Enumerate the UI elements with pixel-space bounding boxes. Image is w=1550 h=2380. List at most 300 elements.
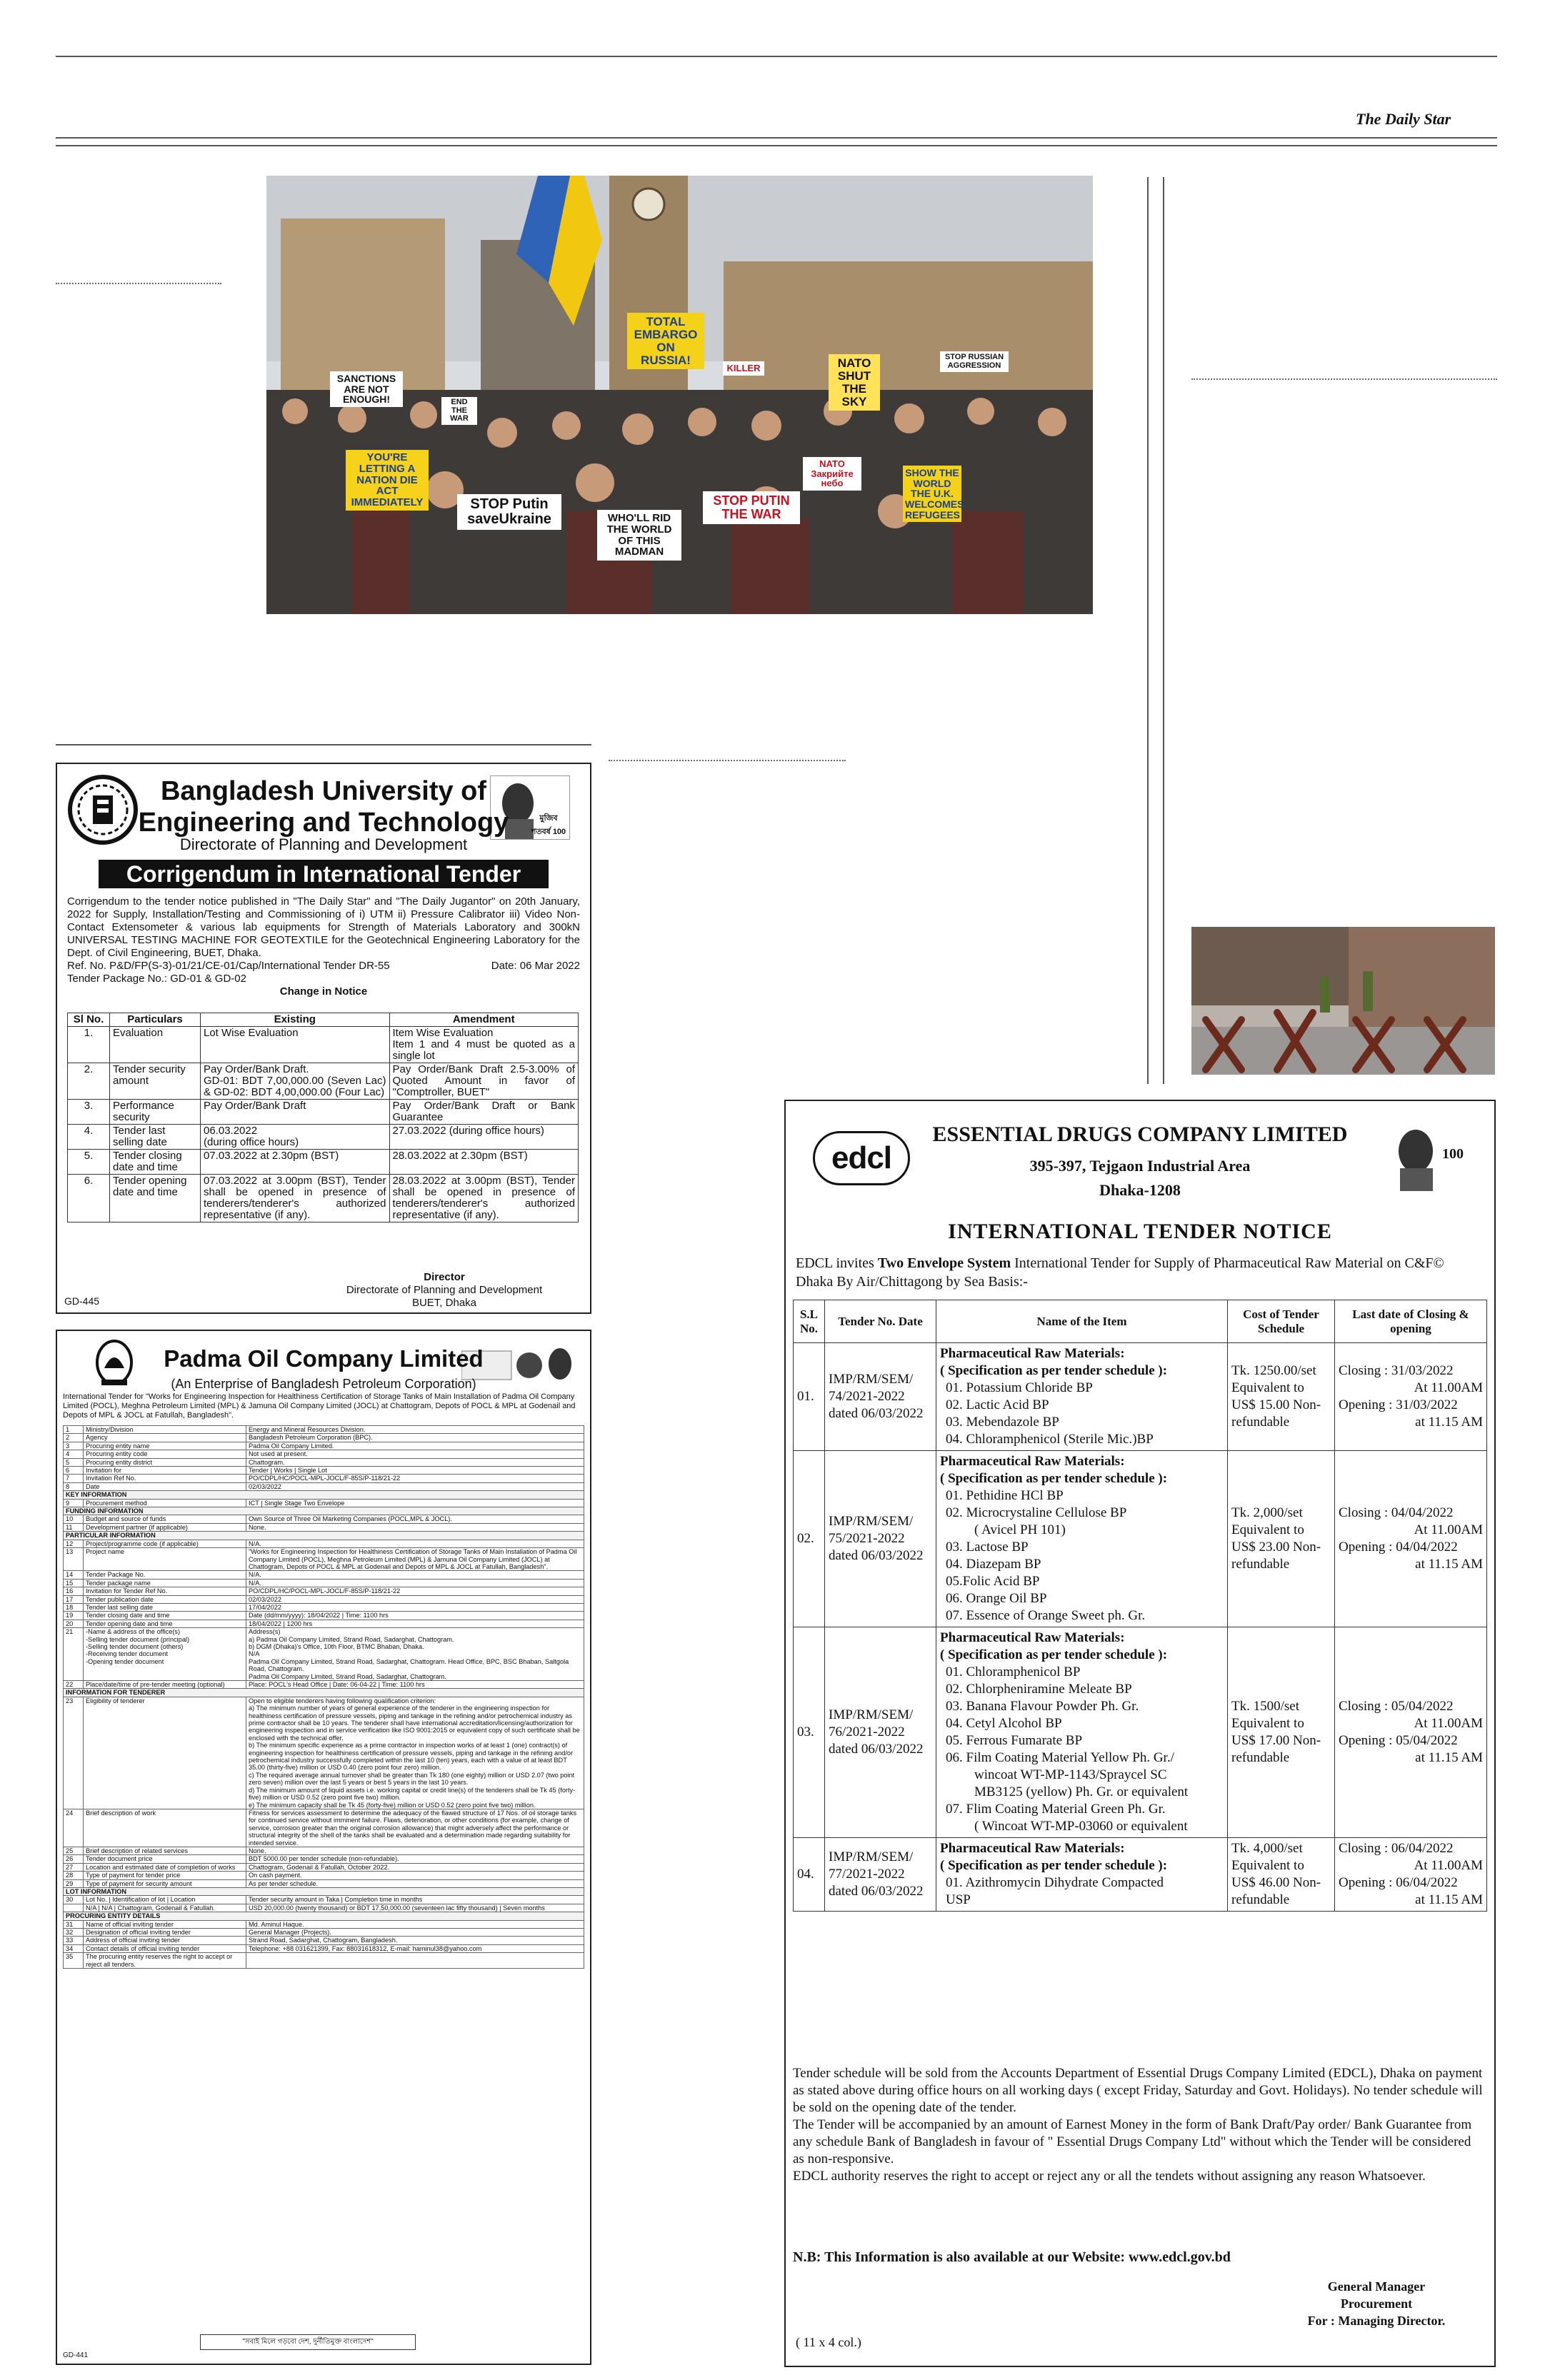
edcl-signature: General Manager Procurement For : Managing Director. — [1307, 2279, 1446, 2328]
closing-time: At 11.00AM — [1414, 1522, 1483, 1537]
buet-gd-number: GD-445 — [64, 1295, 100, 1307]
placard-madman: WHO'LL RID THE WORLD OF THIS MADMAN — [597, 510, 681, 561]
buet-subtitle: Directorate of Planning and Development — [179, 835, 468, 853]
schedule-cost: Tk. 1500/set Equivalent to US$ 17.00 Non-refundable — [1231, 1699, 1321, 1765]
table-row — [64, 1847, 584, 1854]
padma-slogan: "সবাই মিলে গড়বো দেশ, দুর্নীতিমুক্ত বাংলাদেশ" — [200, 2334, 416, 2350]
cell-no: 20 — [64, 1620, 84, 1627]
cell-no: 6 — [64, 1467, 84, 1475]
top-rule — [56, 56, 1497, 57]
buet-tender-ad — [56, 763, 591, 1314]
cell-sl: 6. — [68, 1175, 110, 1222]
cell-value: N/A. — [246, 1540, 584, 1547]
cell-no: 33 — [64, 1937, 84, 1944]
cell-label: Tender publication date — [84, 1595, 246, 1603]
edcl-footer: Tender schedule will be sold from the Accounts Department of Essential Drugs Company Limited (EDCL), Dhaka on payment as stated above during office hours on all working days ( except Friday, Saturday and Govt. Holidays). No tender schedule will be sold on the opening date of the tender. The Tender will be accompanied by an amount of Earnest Money in the form of Bank Draft/Pay order/ Bank Guarantee from any schedule Bank of Bangladesh in favour of " Essential Drugs Company Ltd" without which the Tender will be considered as non-responsive. EDCL authority reserves the right to accept or reject any or all the tendets without assigning any reason Whatsoever. — [793, 2066, 1483, 2184]
cell-value: None. — [246, 1523, 584, 1531]
edcl-company: ESSENTIAL DRUGS COMPANY LIMITED — [932, 1123, 1348, 1146]
tender-number: IMP/RM/SEM/ 75/2021-2022 dated 06/03/2022 — [829, 1514, 924, 1563]
cell-no: 18 — [64, 1603, 84, 1611]
section-heading: KEY INFORMATION — [64, 1491, 584, 1499]
table-row — [68, 1175, 579, 1222]
placard-sanctions: SANCTIONS ARE NOT ENOUGH! — [330, 371, 403, 407]
cell-label: Tender Package No. — [84, 1571, 246, 1579]
cell-value: Padma Oil Company Limited. — [246, 1442, 584, 1450]
table-row — [64, 1515, 584, 1523]
section-heading: LOT INFORMATION — [64, 1887, 584, 1895]
table-row — [64, 1523, 584, 1531]
cell-label: The procuring entity reserves the right to accept or reject all tenders. — [84, 1953, 246, 1969]
cell-no: 14 — [64, 1571, 84, 1579]
cell-label: Procuring entity name — [84, 1442, 246, 1450]
opening-date: Opening : 04/04/2022 — [1339, 1540, 1458, 1555]
closing-date: Closing : 06/04/2022 — [1339, 1841, 1454, 1856]
cell-amendment: 27.03.2022 (during office hours) — [389, 1125, 579, 1150]
ad-top-rule — [56, 744, 591, 745]
cell-no: 23 — [64, 1697, 84, 1809]
table-row — [64, 1571, 584, 1579]
edcl-logo-text: edcl — [831, 1140, 892, 1175]
opening-date: Opening : 31/03/2022 — [1339, 1397, 1458, 1412]
cell-label: Date — [84, 1482, 246, 1490]
item-line: 02. Chlorpheniramine Meleate BP — [946, 1682, 1132, 1697]
buet-table-caption: Change in Notice — [279, 985, 368, 998]
item-line: 01. Pethidine HCl BP — [946, 1488, 1064, 1503]
cell-amendment: 28.03.2022 at 3.00pm (BST), Tender shall be opened in presence of tenderers/tenderer's authorized representative (if any). — [389, 1175, 579, 1222]
table-row — [64, 1681, 584, 1689]
padma-gd-number: GD-441 — [63, 2351, 89, 2359]
item-spec: ( Specification as per tender schedule ): — [940, 1647, 1168, 1662]
cell-sl — [794, 1838, 825, 1912]
cell-label: Tender package name — [84, 1579, 246, 1587]
cell-label: Tender last selling date — [84, 1603, 246, 1611]
cell-no: 26 — [64, 1855, 84, 1863]
cell-no: 29 — [64, 1879, 84, 1887]
item-line: 03. Mebendazole BP — [946, 1415, 1059, 1430]
padma-tender-ad — [56, 1330, 591, 2365]
item-line: 02. Lactic Acid BP — [946, 1397, 1049, 1412]
table-row — [794, 1627, 1487, 1838]
padma-title: Padma Oil Company Limited — [164, 1345, 484, 1372]
item-line: wincoat WT-MP-1143/Spraycel SC — [974, 1767, 1167, 1782]
table-row — [64, 1944, 584, 1952]
column-divider-left — [56, 283, 221, 284]
tender-number: IMP/RM/SEM/ 77/2021-2022 dated 06/03/2022 — [829, 1849, 924, 1899]
cell-no: 9 — [64, 1499, 84, 1507]
table-row — [64, 1482, 584, 1490]
cell-value: As per tender schedule. — [246, 1879, 584, 1887]
vertical-rule-2 — [1163, 177, 1164, 1084]
opening-time: at 11.15 AM — [1415, 1557, 1483, 1572]
table-row — [64, 1879, 584, 1887]
item-line: 02. Microcrystaline Cellulose BP — [946, 1505, 1127, 1520]
cell-existing: Lot Wise Evaluation — [201, 1027, 390, 1063]
cell-no: 22 — [64, 1681, 84, 1689]
section-heading: INFORMATION FOR TENDERER — [64, 1689, 584, 1697]
placard-stop-putin: STOP Putin saveUkraine — [457, 494, 561, 530]
item-spec: ( Specification as per tender schedule ): — [940, 1363, 1168, 1378]
closing-time: At 11.00AM — [1414, 1380, 1483, 1395]
cell-no: 17 — [64, 1595, 84, 1603]
cell-label: Designation of official inviting tender — [84, 1929, 246, 1937]
table-row — [64, 1434, 584, 1442]
cell-value: Date (dd/mm/yyyy): 18/04/2022 | Time: 1100 hrs — [246, 1612, 584, 1620]
cell-no: 24 — [64, 1809, 84, 1847]
item-spec: ( Specification as per tender schedule ): — [940, 1471, 1168, 1486]
opening-time: at 11.15 AM — [1415, 1892, 1483, 1907]
cell-value: USD 20,000.00 (twenty thousand) or BDT 17,50,000.00 (seventeen lac fifty thousand) | Seven months — [246, 1904, 584, 1912]
closing-date: Closing : 31/03/2022 — [1339, 1363, 1454, 1378]
cell-label: Project name — [84, 1548, 246, 1571]
table-row — [64, 1587, 584, 1595]
column-divider-right — [1191, 378, 1497, 380]
item-heading: Pharmaceutical Raw Materials: — [940, 1346, 1125, 1361]
cell-sl: 1. — [68, 1027, 110, 1063]
closing-date: Closing : 05/04/2022 — [1339, 1699, 1454, 1714]
table-row — [64, 1548, 584, 1571]
placard-aggression: STOP RUSSIAN AGGRESSION — [940, 351, 1009, 372]
cell-no: 8 — [64, 1482, 84, 1490]
barricade-photo — [1191, 927, 1495, 1075]
table-row — [794, 1343, 1487, 1451]
cell-label: Contact details of official inviting tender — [84, 1944, 246, 1952]
col-tender-no: Tender No. Date — [825, 1300, 936, 1343]
cell-cost — [1228, 1343, 1335, 1451]
cell-tender — [825, 1451, 936, 1627]
cell-label: Development partner (if applicable) — [84, 1523, 246, 1531]
cell-value: 02/03/2022 — [246, 1482, 584, 1490]
opening-date: Opening : 05/04/2022 — [1339, 1733, 1458, 1748]
table-row — [64, 1896, 584, 1904]
item-line: 04. Cetyl Alcohol BP — [946, 1716, 1062, 1731]
opening-date: Opening : 06/04/2022 — [1339, 1875, 1458, 1890]
cell-value: 18/04/2022 | 1200 hrs — [246, 1620, 584, 1627]
cell-no: 35 — [64, 1953, 84, 1969]
cell-label: -Name & address of the office(s) -Selling tender document (principal) -Selling tender document (others) -Receiving tender document -Opening tender document — [84, 1628, 246, 1681]
cell-cost — [1228, 1627, 1335, 1838]
cell-label: Ministry/Division — [84, 1426, 246, 1434]
buet-body: Corrigendum to the tender notice published in "The Daily Star" and "The Daily Jugantor" on 20th January, 2022 for Supply, Installation/Testing and Commissioning of i) UTM ii) Pressure Calibrator iii) Video Non-Contact Extensometer & various lab equipments for Strength of Materials Laboratory and 300kN UNIVERSAL TESTING MACHINE FOR GEOTEXTILE for the Geotechnical Engineering Laboratory for the Dept. of Civil Engineering, BUET, Dhaka. Ref. No. P&D/FP(S-3)-01/21/CE-01/Cap/International Tender DR-55 Date: 06 Mar 2022 Tender Package No.: GD-01 & GD-02 Change in Notice — [67, 895, 580, 998]
col-last-date: Last date of Closing & opening — [1335, 1300, 1487, 1343]
table-row — [64, 1628, 584, 1681]
cell-value: N/A. — [246, 1579, 584, 1587]
table-row — [64, 1904, 584, 1912]
sl-number: 02. — [797, 1531, 814, 1546]
cell-value: Chattogram, Godenail & Fatullah, October 2022. — [246, 1863, 584, 1871]
schedule-cost: Tk. 4,000/set Equivalent to US$ 46.00 Non-refundable — [1231, 1841, 1321, 1907]
cell-value: Bangladesh Petroleum Corporation (BPC). — [246, 1434, 584, 1442]
item-line: 05. Ferrous Fumarate BP — [946, 1733, 1083, 1748]
cell-value: "Works for Engineering Inspection for Healthiness Certification of Storage Tanks of Main Installation of Padma Oil Company Limited (POCL), Meghna Petroleum Limited (MPL) & Jamuna Oil Company Limited (JOCL) at Chattogram, Depots of POCL & MPL at Godenail and Depots of MPL & JOCL at Fatullah, Bangladesh". — [246, 1548, 584, 1571]
cell-label: Type of payment for security amount — [84, 1879, 246, 1887]
cell-no: 1 — [64, 1426, 84, 1434]
table-row — [64, 1887, 584, 1895]
closing-time: At 11.00AM — [1414, 1858, 1483, 1873]
cell-items — [936, 1838, 1228, 1912]
cell-dates — [1335, 1343, 1487, 1451]
cell-existing: 06.03.2022 (during office hours) — [201, 1125, 390, 1150]
cell-tender — [825, 1343, 936, 1451]
cell-label: Eligibility of tenderer — [84, 1697, 246, 1809]
padma-subtitle: (An Enterprise of Bangladesh Petroleum Corporation) — [171, 1377, 476, 1391]
cell-no: 15 — [64, 1579, 84, 1587]
cell-no: 11 — [64, 1523, 84, 1531]
edcl-intro: EDCL invites Two Envelope System International Tender for Supply of Pharmaceutical Raw Material on C&F© Dhaka By Air/Chittagong by Sea Basis:- — [796, 1255, 1444, 1290]
cell-sl: 4. — [68, 1125, 110, 1150]
item-line: 07. Essence of Orange Sweet ph. Gr. — [946, 1608, 1146, 1623]
item-line: 01. Potassium Chloride BP — [946, 1380, 1093, 1395]
cell-label: Procuring entity code — [84, 1450, 246, 1458]
placard-end-war: END THE WAR — [441, 397, 477, 425]
cell-items — [936, 1343, 1228, 1451]
item-heading: Pharmaceutical Raw Materials: — [940, 1841, 1125, 1856]
cell-label: N/A | N/A | Chattogram, Godenail & Fatullah. — [84, 1904, 246, 1912]
edcl-tender-ad — [784, 1100, 1496, 2367]
col-sl: Sl No. — [68, 1013, 110, 1027]
cell-value: Not used at present. — [246, 1450, 584, 1458]
table-row — [64, 1620, 584, 1627]
cell-label: Address of official inviting tender — [84, 1937, 246, 1944]
cell-value: Chattogram. — [246, 1458, 584, 1466]
cell-no: 28 — [64, 1872, 84, 1879]
table-row — [64, 1937, 584, 1944]
cell-particulars: Evaluation — [110, 1027, 201, 1063]
table-row — [64, 1540, 584, 1547]
table-row — [64, 1920, 584, 1928]
edcl-column-size: ( 11 x 4 col.) — [796, 2335, 861, 2349]
cell-value: Own Source of Three Oil Marketing Companies (POCL,MPL & JOCL). — [246, 1515, 584, 1523]
cell-label: Tender opening date and time — [84, 1620, 246, 1627]
cell-sl — [794, 1343, 825, 1451]
cell-value: ICT | Single Stage Two Envelope — [246, 1499, 584, 1507]
table-row — [64, 1458, 584, 1466]
cell-cost — [1228, 1451, 1335, 1627]
cell-amendment: Item Wise Evaluation Item 1 and 4 must be quoted as a single lot — [389, 1027, 579, 1063]
cell-particulars: Tender opening date and time — [110, 1175, 201, 1222]
edcl-address-1: 395-397, Tejgaon Industrial Area — [1029, 1157, 1251, 1175]
badge-text: মুজিব শতবর্ষ 100 — [531, 814, 566, 836]
cell-label: Budget and source of funds — [84, 1515, 246, 1523]
tender-number: IMP/RM/SEM/ 76/2021-2022 dated 06/03/2022 — [829, 1707, 924, 1757]
item-heading: Pharmaceutical Raw Materials: — [940, 1630, 1125, 1645]
table-row — [794, 1451, 1487, 1627]
cell-value: Address(s) a) Padma Oil Company Limited, Strand Road, Sadarghat, Chattogram. b) DGM (Dhaka)'s Office, 10th Floor, BTMC Bhaban, Dhaka. N/A Padma Oil Company Limited, Strand Road, Sadarghat, Chattogram. Head Office, BPC, BSC Bhaban, Saltgola Road, Chattogram. Padma Oil Company Limited, Strand Road, Sadarghat, Chattogram. — [246, 1628, 584, 1681]
placard-refugees: SHOW THE WORLD THE U.K. WELCOMES REFUGEES — [903, 466, 961, 522]
cell-value: On cash payment. — [246, 1872, 584, 1879]
table-row — [68, 1063, 579, 1100]
sl-number: 03. — [797, 1724, 814, 1739]
cell-no: 13 — [64, 1548, 84, 1571]
buet-ref: Ref. No. P&D/FP(S-3)-01/21/CE-01/Cap/International Tender DR-55 — [67, 960, 390, 972]
col-particulars: Particulars — [110, 1013, 201, 1027]
sl-number: 01. — [797, 1389, 814, 1404]
edcl-website: N.B: This Information is also available at our Website: www.edcl.gov.bd — [793, 2249, 1231, 2265]
placard-killer: KILLER — [723, 361, 764, 376]
cell-value: None. — [246, 1847, 584, 1854]
table-row — [64, 1450, 584, 1458]
placard-letting: YOU'RE LETTING A NATION DIE ACT IMMEDIATELY — [346, 450, 429, 511]
cell-dates — [1335, 1451, 1487, 1627]
placard-nato: NATO SHUT THE SKY — [829, 354, 880, 411]
corrigendum-banner: Corrigendum in International Tender — [99, 860, 549, 888]
table-row — [64, 1603, 584, 1611]
cell-no: 31 — [64, 1920, 84, 1928]
cell-label: Procurement method — [84, 1499, 246, 1507]
col-cost: Cost of Tender Schedule — [1228, 1300, 1335, 1343]
header-rule-1 — [56, 137, 1497, 139]
buet-signature: Director Directorate of Planning and Development BUET, Dhaka — [346, 1271, 543, 1309]
opening-time: at 11.15 AM — [1415, 1415, 1483, 1430]
col-existing: Existing — [201, 1013, 390, 1027]
cell-value: Tender | Works | Single Lot — [246, 1467, 584, 1475]
cell-no: 7 — [64, 1475, 84, 1482]
item-line: 03. Banana Flavour Powder Ph. Gr. — [946, 1699, 1139, 1714]
cell-existing: 07.03.2022 at 2.30pm (BST) — [201, 1150, 390, 1175]
cell-value: Open to eligible tenderers having following qualification criterion: a) The minimum number of years of general experience of the tenderer in the engineering inspection for healthiness certification of pressure vessels, piping and tankage in the refining and/or petrochemical industry as prime contractor shall be 10 years. The tenderer shall have international accreditation/licensing/authorization for engineering inspection and in service verification like ISO 9001:2015 or equivalent copy of such certificate shall be enclosed with the technical offer. b) The minimum specific experience as a prime contractor in inspection works of at least 1 (one) contract(s) of engineering inspection for healthiness certification of pressure vessels, piping and tankage in the refining and/or petrochemical industry successfully completed within the last 10 (ten) years, each with a value of at least BDT 35.00 (thirty-five) million or USD 0.40 (zero point four zero) million. c) The required average annual turnover shall be greater than Tk 180 (one eighty) million or USD 2.07 (two point zero seven) million over the last 5 years or best 5 years in the last 10 years. d) The minimum amount of liquid assets i.e. working capital or credit line(s) of the tenderers shall be Tk 45 (forty-five) million or USD 0.52 (zero point five two) million. e) The minimum capacity shall be Tk 45 (forty-five) million or USD 0.52 (zero point five two) million. — [246, 1697, 584, 1809]
column-divider-mid — [609, 760, 846, 761]
cell-label: Tender closing date and time — [84, 1612, 246, 1620]
cell-amendment: 28.03.2022 at 2.30pm (BST) — [389, 1150, 579, 1175]
cell-value: PO/CDPL/HC/POCL-MPL-JOCL/F-85S/P-118/21-22 — [246, 1475, 584, 1482]
cell-label: Brief description of work — [84, 1809, 246, 1847]
cell-label: Agency — [84, 1434, 246, 1442]
cell-label: Invitation for Tender Ref No. — [84, 1587, 246, 1595]
cell-label: Name of official inviting tender — [84, 1920, 246, 1928]
cell-no: 19 — [64, 1612, 84, 1620]
padma-intro: International Tender for "Works for Engineering Inspection for Healthiness Certification of Storage Tanks of Main Installation of Padma Oil Company Limited (POCL), Meghna Petroleum Limited (MPL) & Jamuna Oil Company Limited (JOCL) at Chattogram, Depots of POCL & MPL at Godenail and Depots of MPL & JOCL at Fatullah, Bangladesh". — [63, 1392, 576, 1420]
item-line: 06. Film Coating Material Yellow Ph. Gr./ — [946, 1750, 1174, 1765]
item-line: ( Avicel PH 101) — [974, 1522, 1066, 1537]
table-row — [64, 1809, 584, 1847]
table-row — [68, 1100, 579, 1125]
cell-value: Fitness for services assessment to determine the adequacy of the flawed structure of 17 Nos. of oil storage tanks for continued service without imminent failure. Flaws, deterioration, or other conditions (for example, change of service, corrosion greater than the original corrosion allowance) that might adversely affect the performance or structural integrity of the shell of the tanks shall be evaluated and a determination made regarding suitability for intended service. — [246, 1809, 584, 1847]
vertical-rule-1 — [1147, 177, 1149, 1084]
placard-embargo: TOTAL EMBARGO ON RUSSIA! — [627, 313, 704, 369]
cell-label: Type of payment for tender price — [84, 1872, 246, 1879]
opening-time: at 11.15 AM — [1415, 1750, 1483, 1765]
cell-no: 25 — [64, 1847, 84, 1854]
cell-label: Procuring entity district — [84, 1458, 246, 1466]
cell-sl: 2. — [68, 1063, 110, 1100]
table-row — [64, 1863, 584, 1871]
masthead: The Daily Star — [1356, 110, 1451, 128]
cell-existing: Pay Order/Bank Draft — [201, 1100, 390, 1125]
cell-particulars: Tender closing date and time — [110, 1150, 201, 1175]
col-amendment: Amendment — [389, 1013, 579, 1027]
cell-label: Location and estimated date of completion of works — [84, 1863, 246, 1871]
cell-existing: Pay Order/Bank Draft. GD-01: BDT 7,00,000.00 (Seven Lac) & GD-02: BDT 4,00,000.00 (Four Lac) — [201, 1063, 390, 1100]
cell-no: 27 — [64, 1863, 84, 1871]
col-sl: S.L No. — [794, 1300, 825, 1343]
edcl-notice-title: INTERNATIONAL TENDER NOTICE — [948, 1220, 1332, 1243]
cell-sl: 3. — [68, 1100, 110, 1125]
cell-value: BDT 5000.00 per tender schedule (non-refundable). — [246, 1855, 584, 1863]
table-row — [68, 1027, 579, 1063]
cell-sl — [794, 1451, 825, 1627]
cell-label: Place/date/time of pre-tender meeting (optional) — [84, 1681, 246, 1689]
cell-no — [64, 1904, 84, 1912]
item-spec: ( Specification as per tender schedule ): — [940, 1858, 1168, 1873]
edcl-address-2: Dhaka-1208 — [1099, 1181, 1181, 1199]
schedule-cost: Tk. 2,000/set Equivalent to US$ 23.00 Non-refundable — [1231, 1505, 1321, 1572]
item-line: 01. Azithromycin Dihydrate Compacted — [946, 1875, 1164, 1890]
cell-value: Telephone: +88 031621399, Fax: 88031618312, E-mail: haminul38@yahoo.com — [246, 1944, 584, 1952]
table-row — [794, 1838, 1487, 1912]
table-row — [64, 1579, 584, 1587]
cell-no: 10 — [64, 1515, 84, 1523]
table-row — [64, 1697, 584, 1809]
cell-no: 30 — [64, 1896, 84, 1904]
section-heading: PROCURING ENTITY DETAILS — [64, 1912, 584, 1920]
padma-tender-table — [63, 1425, 584, 1969]
item-line: 04. Chloramphenicol (Sterile Mic.)BP — [946, 1432, 1154, 1447]
cell-particulars: Tender last selling date — [110, 1125, 201, 1150]
cell-particulars: Performance security — [110, 1100, 201, 1125]
cell-items — [936, 1451, 1228, 1627]
header-rule-2 — [56, 145, 1497, 146]
table-row — [64, 1612, 584, 1620]
cell-tender — [825, 1838, 936, 1912]
buet-date: Date: 06 Mar 2022 — [491, 960, 580, 972]
cell-value: General Manager (Projects). — [246, 1929, 584, 1937]
cell-amendment: Pay Order/Bank Draft or Bank Guarantee — [389, 1100, 579, 1125]
sl-number: 04. — [797, 1867, 814, 1882]
buet-change-table — [67, 1013, 579, 1222]
cell-sl — [794, 1627, 825, 1838]
cell-no: 4 — [64, 1450, 84, 1458]
table-row — [64, 1953, 584, 1969]
cell-value: Md. Aminul Haque. — [246, 1920, 584, 1928]
cell-value — [246, 1953, 584, 1969]
svg-text:100: 100 — [1442, 1146, 1464, 1162]
cell-no: 2 — [64, 1434, 84, 1442]
cell-sl: 5. — [68, 1150, 110, 1175]
tender-number: IMP/RM/SEM/ 74/2021-2022 dated 06/03/2022 — [829, 1372, 924, 1421]
cell-value: N/A. — [246, 1571, 584, 1579]
item-line: 07. Flim Coating Material Green Ph. Gr. — [946, 1802, 1166, 1817]
cell-items — [936, 1627, 1228, 1838]
cell-value: 02/03/2022 — [246, 1595, 584, 1603]
table-row — [68, 1150, 579, 1175]
section-heading: PARTICULAR INFORMATION — [64, 1532, 584, 1540]
table-row — [64, 1467, 584, 1475]
item-line: 01. Chloramphenicol BP — [946, 1665, 1081, 1679]
placard-stop-war: STOP PUTIN THE WAR — [703, 491, 800, 524]
table-row — [64, 1491, 584, 1499]
table-row — [64, 1499, 584, 1507]
table-row — [64, 1507, 584, 1515]
closing-date: Closing : 04/04/2022 — [1339, 1505, 1454, 1520]
cell-tender — [825, 1627, 936, 1838]
item-line: 03. Lactose BP — [946, 1540, 1029, 1555]
item-heading: Pharmaceutical Raw Materials: — [940, 1454, 1125, 1469]
table-row — [64, 1855, 584, 1863]
col-item: Name of the Item — [936, 1300, 1228, 1343]
cell-value: Place: POCL's Head Office | Date: 06-04-22 | Time: 1100 hrs — [246, 1681, 584, 1689]
section-heading: FUNDING INFORMATION — [64, 1507, 584, 1515]
cell-value: Energy and Mineral Resources Division. — [246, 1426, 584, 1434]
item-line: 05.Folic Acid BP — [946, 1574, 1040, 1589]
cell-particulars: Tender security amount — [110, 1063, 201, 1100]
table-row — [64, 1912, 584, 1920]
cell-dates — [1335, 1838, 1487, 1912]
table-row — [64, 1532, 584, 1540]
table-row — [64, 1475, 584, 1482]
cell-label: Invitation Ref No. — [84, 1475, 246, 1482]
cell-no: 3 — [64, 1442, 84, 1450]
cell-label: Tender document price — [84, 1855, 246, 1863]
cell-label: Brief description of related services — [84, 1847, 246, 1854]
